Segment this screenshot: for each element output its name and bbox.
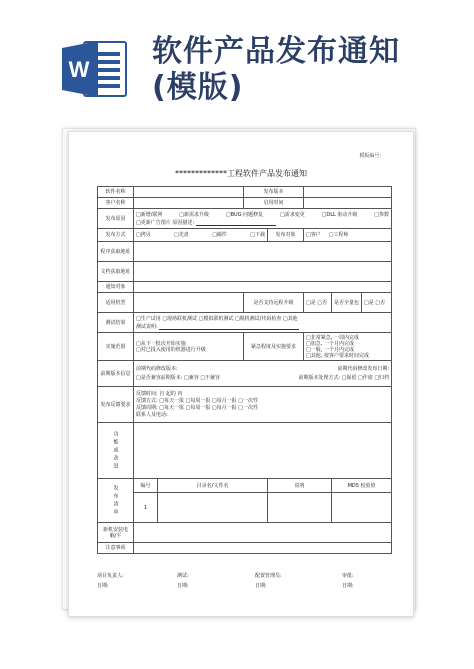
signature-footer <box>97 572 391 592</box>
method-opt-download[interactable]: □下载 <box>250 232 266 238</box>
software-name-label: 软件名称 <box>98 187 134 198</box>
doc-path-label: 文档获取地址 <box>98 262 134 282</box>
scope-label: 实施范围 <box>98 333 134 361</box>
table-row <box>98 493 392 523</box>
notes-label: 注意事项 <box>98 543 134 554</box>
feedback-time[interactable]: 反馈时间: 自 起的 内 <box>136 391 183 397</box>
feedback-info <box>134 387 392 423</box>
reason-opt-update-ads[interactable]: □更新广告图片 原因描述: <box>136 219 194 226</box>
method-opt-email[interactable]: □邮件 <box>212 232 227 238</box>
document-page <box>68 131 414 617</box>
prev-version-info <box>134 361 392 387</box>
machine-label: 适用机型 <box>98 293 134 313</box>
reason-opt-bug-fix[interactable]: □BUG 问题修复 <box>225 211 264 218</box>
row-release-list-header <box>98 479 392 493</box>
function-label: 功能或改进 <box>112 430 119 471</box>
row-customer-name <box>98 198 392 209</box>
full-package-no[interactable]: □否 <box>375 299 386 306</box>
publish-target-options <box>304 229 392 242</box>
svg-text:W: W <box>68 57 90 82</box>
doc-path-value[interactable] <box>134 262 392 282</box>
notify-target-value[interactable] <box>134 282 392 293</box>
form-number: 模板编号: <box>359 153 381 159</box>
page-title: 软件产品发布通知 <box>152 34 400 69</box>
row-function <box>98 423 392 479</box>
full-package-yes[interactable]: □是 <box>364 299 374 306</box>
feedback-method[interactable]: 反馈方式: □每天一报 □每周一报 □每月一报 □一次性 <box>136 398 258 404</box>
remote-upgrade-yes[interactable]: □是 <box>306 299 316 306</box>
list-cell-filename[interactable] <box>158 493 268 523</box>
list-cell-description[interactable] <box>268 493 332 523</box>
row-machine <box>98 293 392 313</box>
list-header-description: 说明 <box>268 479 332 493</box>
urgency-opt-urgent[interactable]: □加急, 一个月内完成 <box>306 340 354 347</box>
customer-name-label: 客户名称 <box>98 198 134 209</box>
list-header-md5: MD5 校验值 <box>332 479 392 493</box>
row-publish-method <box>98 229 392 242</box>
prev-version-label: 前期版本信息 <box>98 361 134 387</box>
full-package-label: 是否全量包 <box>332 293 362 313</box>
row-feedback <box>98 387 392 423</box>
release-form-table <box>97 186 392 554</box>
publish-method-options <box>134 229 268 242</box>
reason-opt-new-requirement[interactable]: □新需求升级 <box>179 211 210 218</box>
release-version-value[interactable] <box>304 187 392 198</box>
publish-reason-label: 发布原因 <box>98 209 134 229</box>
new-install-label: 新机安装电脑/平 <box>98 523 134 543</box>
urgency-options <box>304 333 392 361</box>
urgency-opt-very-urgent[interactable]: □非常紧急, 一周内完成 <box>306 334 359 341</box>
scope-opt-next-batch[interactable]: □从下一批次开始实施 <box>136 340 186 347</box>
test-result-options <box>134 313 392 333</box>
remote-upgrade-label: 是否支持远程升级 <box>244 293 304 313</box>
prev-release-date[interactable]: 前期代码修改发布日期: <box>337 366 390 372</box>
function-value[interactable] <box>134 423 392 479</box>
list-cell-no: 1 <box>134 493 158 523</box>
method-opt-cd[interactable]: □光盘 <box>174 232 189 238</box>
reason-opt-requirement-change[interactable]: □需求变更 <box>280 211 305 218</box>
test-result-label: 测试结果 <box>98 313 134 333</box>
software-name-value[interactable] <box>134 187 244 198</box>
target-opt-customer[interactable]: □客户 <box>306 232 321 238</box>
notes-value[interactable] <box>134 543 392 554</box>
urgency-opt-other[interactable]: □其他, 按客户要求时间完成 <box>306 352 369 359</box>
row-notify-target <box>98 282 392 293</box>
scope-opt-upgrade-existing[interactable]: □对已投入使用的机器进行升级 <box>136 346 206 353</box>
test-options[interactable]: □生产试用 □现场联机测试 □模拟联机测试 □脱机测试/代码检查 □其他 <box>136 315 298 322</box>
tester-date: 日期: <box>177 583 189 589</box>
word-document-icon <box>62 38 130 100</box>
feedback-label: 发布反馈要求 <box>98 387 134 423</box>
new-install-value[interactable] <box>134 523 392 543</box>
urgency-label: 紧急程度及实施要求 <box>244 333 304 361</box>
row-notes <box>98 543 392 554</box>
publish-target-label: 发布对象 <box>268 229 304 242</box>
config-manager-date: 日期: <box>255 583 267 589</box>
publish-method-label: 发布方式 <box>98 229 134 242</box>
list-header-filename: 目录名/文件名 <box>158 479 268 493</box>
customer-name-value[interactable] <box>134 198 244 209</box>
reason-opt-dll-upgrade[interactable]: □DLL 驱动升级 <box>321 211 358 218</box>
approval-label: 审批: <box>342 573 354 579</box>
machine-value[interactable] <box>134 293 244 313</box>
row-scope <box>98 333 392 361</box>
prev-fix-version[interactable]: 前期代码修改版本: <box>136 366 178 372</box>
test-note-label: 测试说明: <box>136 323 158 330</box>
project-lead-label: 项目负责人: <box>97 573 124 579</box>
full-package-options <box>362 293 392 313</box>
list-cell-md5[interactable] <box>332 493 392 523</box>
prev-compat-options[interactable]: □是否兼容前期版本: □兼容 □不兼容 <box>136 375 221 381</box>
publish-reason-options <box>134 209 392 229</box>
signature-row <box>97 572 391 582</box>
program-path-value[interactable] <box>134 242 392 262</box>
notify-target-label: 通知对象 <box>98 282 134 293</box>
page-header <box>0 0 474 120</box>
row-new-install <box>98 523 392 543</box>
row-publish-reason <box>98 209 392 229</box>
feedback-frequency[interactable]: 反馈周期: □每天一报 □每周一报 □每月一报 □一次性 <box>136 405 258 411</box>
remote-upgrade-options <box>304 293 332 313</box>
row-software-name <box>98 187 392 198</box>
release-version-label: 发布版本 <box>244 187 304 198</box>
release-list-label: 发布清单 <box>112 484 119 517</box>
date-row <box>97 582 391 592</box>
reason-opt-parameter[interactable]: □参数 <box>374 211 390 218</box>
form-title: *************工程软件产品发布通知 <box>175 169 307 178</box>
project-lead-date: 日期: <box>97 583 109 589</box>
remote-upgrade-no[interactable]: □否 <box>317 299 328 306</box>
approval-date: 日期: <box>342 583 354 589</box>
prev-handle-options[interactable]: 前期版本处理方式: □保留 □作废 □归档 <box>298 375 390 381</box>
page-subtitle: (模版) <box>152 70 244 105</box>
feedback-contact[interactable]: 联系人及电话: <box>136 412 168 418</box>
method-opt-copy[interactable]: □拷贝 <box>136 232 151 238</box>
apply-time-value[interactable] <box>304 198 392 209</box>
reason-opt-network[interactable]: □新增/联网 <box>136 211 163 218</box>
row-doc-path <box>98 262 392 282</box>
apply-time-label: 启用时间 <box>244 198 304 209</box>
row-prev-version <box>98 361 392 387</box>
urgency-opt-normal[interactable]: □一般, 一个月内完成 <box>306 346 354 353</box>
scope-options <box>134 333 244 361</box>
row-test-result <box>98 313 392 333</box>
function-label-cell <box>98 423 134 479</box>
list-header-no: 编号 <box>134 479 158 493</box>
row-program-path <box>98 242 392 262</box>
config-manager-label: 配置管理员: <box>255 573 282 579</box>
program-path-label: 程序获取地址 <box>98 242 134 262</box>
release-list-label-cell <box>98 479 134 523</box>
tester-label: 测试: <box>177 573 189 579</box>
target-opt-engineer[interactable]: □工程师 <box>328 232 349 238</box>
